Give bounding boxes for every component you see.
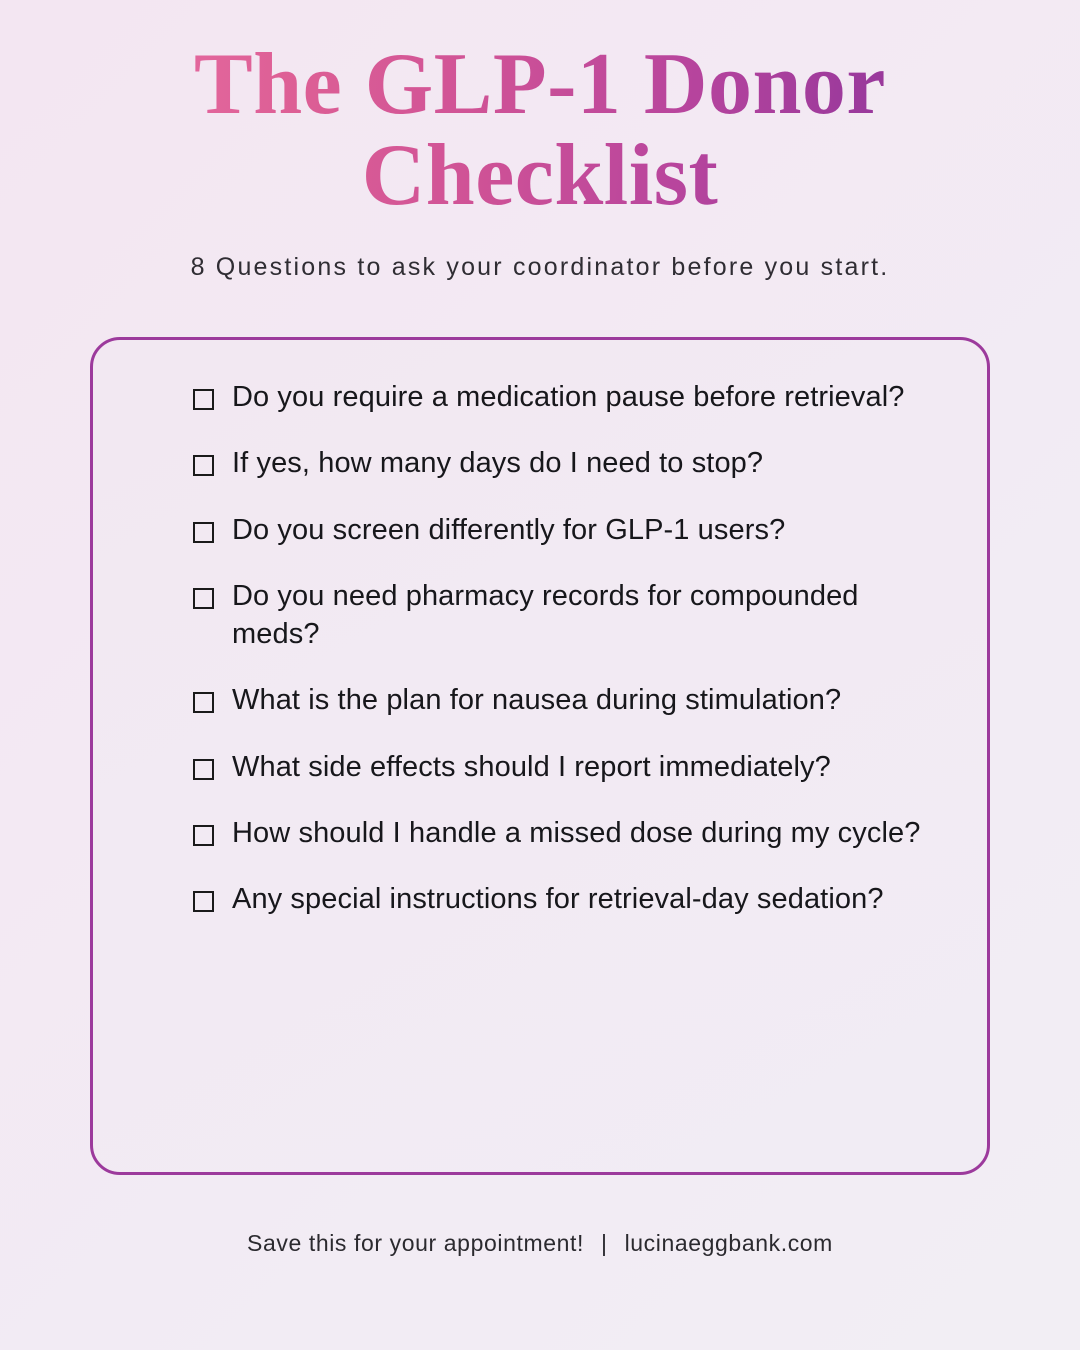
checkbox-icon[interactable] [193,588,214,609]
checklist-item-label: What side effects should I report immediately? [232,750,831,783]
checkbox-icon[interactable] [193,389,214,410]
checklist-item[interactable] [193,577,947,654]
checklist-item-label: What is the plan for nausea during stimulation? [232,684,842,717]
checklist-item-label: How should I handle a missed dose during my cycle? [232,816,921,849]
footer-separator: | [600,1230,608,1256]
checklist-items [193,378,947,946]
page-title: The GLP-1 Donor Checklist [160,40,920,221]
checklist-item-label: If yes, how many days do I need to stop? [232,447,764,480]
checklist-item[interactable] [193,444,947,482]
checkbox-icon[interactable] [193,825,214,846]
footer-website: lucinaeggbank.com [624,1230,833,1256]
checklist-item[interactable] [193,681,947,719]
checkbox-icon[interactable] [193,522,214,543]
checklist-item[interactable] [193,880,947,918]
checkbox-icon[interactable] [193,891,214,912]
checklist-item-label: Do you need pharmacy records for compounded meds? [232,579,859,651]
footer [0,1230,1080,1257]
checklist-item-label: Do you require a medication pause before retrieval? [232,381,905,413]
checklist-item-label: Do you screen differently for GLP-1 users? [232,513,786,546]
page-subtitle: 8 Questions to ask your coordinator before you start. [190,253,890,282]
footer-note: Save this for your appointment! [247,1230,584,1256]
checkbox-icon[interactable] [193,455,214,476]
header [0,0,1080,282]
checklist-item[interactable] [193,748,947,786]
checkbox-icon[interactable] [193,692,214,713]
checklist-card [90,337,990,1175]
checklist-item[interactable] [193,511,947,549]
checklist-item[interactable] [193,378,947,416]
checklist-item-label: Any special instructions for retrieval-day sedation? [232,883,884,916]
checklist-item[interactable] [193,814,947,852]
checkbox-icon[interactable] [193,759,214,780]
